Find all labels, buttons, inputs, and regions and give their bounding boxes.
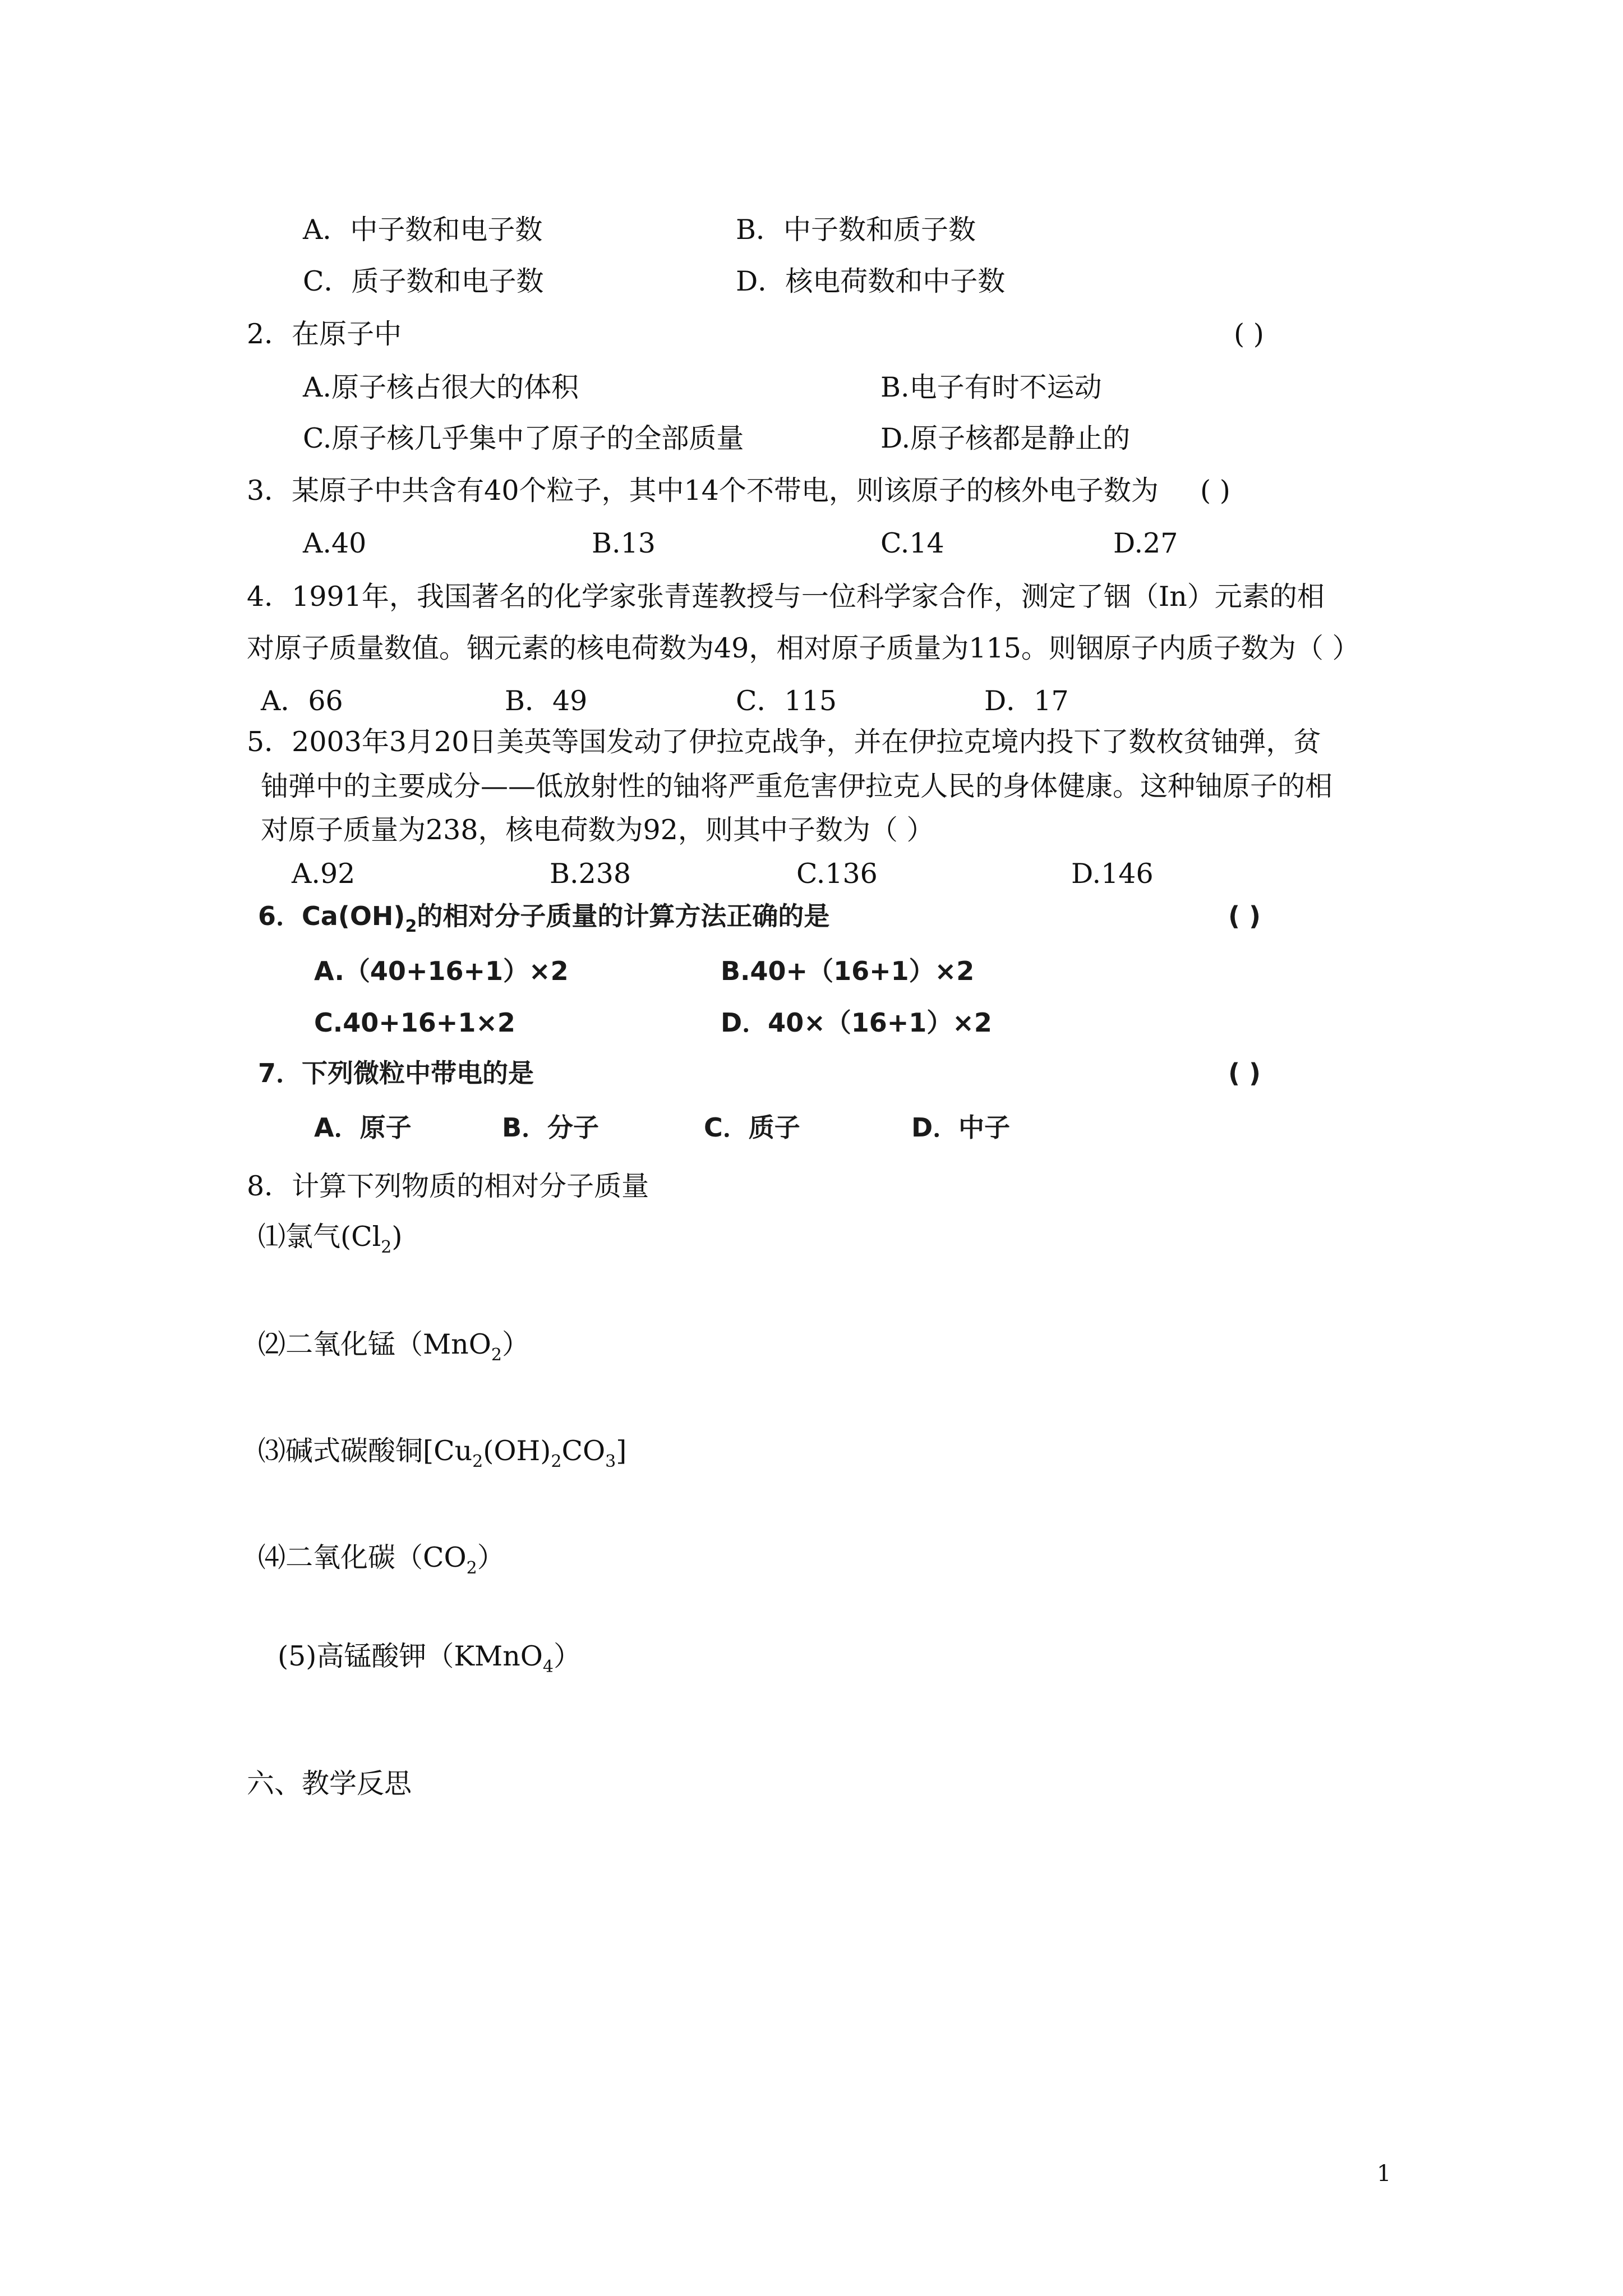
q5-stem-line-3: 对原子质量为238，核电荷数为92，则其中子数为（ ）	[261, 814, 934, 846]
q6-option-a: A.（40+16+1）×2	[314, 956, 569, 986]
q8-item-text: ⑴氯气(Cl	[258, 1221, 381, 1253]
q3-option-c: C.14	[880, 527, 944, 559]
q2-option-b: B.电子有时不运动	[880, 371, 1102, 403]
q4-option-c: C．115	[736, 685, 837, 717]
q7-option-d: D．中子	[911, 1112, 1011, 1143]
q1-option-a: A．中子数和电子数	[303, 214, 543, 246]
q5-option-d: D.146	[1071, 858, 1154, 890]
q2-answer-bracket: ( )	[1234, 318, 1264, 350]
subscript: 2	[381, 1237, 392, 1257]
page-number: 1	[1377, 2161, 1391, 2187]
q6-option-d: D．40×（16+1）×2	[721, 1007, 992, 1038]
subscript: 4	[542, 1657, 554, 1677]
q6-stem: 6．$Ca(OH)_2$的相对分子质量的计算方法正确的是	[258, 901, 830, 936]
q5-stem-line-1: 5．2003年3月20日美英等国发动了伊拉克战争，并在伊拉克境内投下了数枚贫铀弹，贫	[247, 726, 1321, 758]
q7-answer-bracket: ( )	[1228, 1058, 1261, 1088]
q6-answer-bracket: ( )	[1228, 901, 1261, 931]
subscript: 3	[605, 1452, 616, 1471]
q3-option-b: B.13	[592, 527, 656, 559]
q8-item-text: )	[391, 1221, 403, 1253]
q8-item-text: ]	[616, 1435, 627, 1467]
q4-option-d: D．17	[984, 685, 1069, 717]
q8-item-text: ）	[502, 1328, 530, 1360]
q5-option-b: B.238	[550, 858, 631, 890]
q6-option-c: C.40+16+1×2	[314, 1007, 515, 1038]
q8-item-text: (OH)	[483, 1435, 551, 1467]
q8-item-text: CO	[561, 1435, 606, 1467]
q8-item-text: (5)高锰酸钾（KMnO	[278, 1640, 543, 1672]
q1-option-c: C．质子数和电子数	[303, 265, 544, 297]
section-title: 六、教学反思	[247, 1768, 412, 1800]
q1-option-d: D．核电荷数和中子数	[736, 265, 1006, 297]
q3-option-a: A.40	[303, 527, 367, 559]
q7-option-a: A．原子	[314, 1112, 412, 1143]
q5-option-c: C.136	[796, 858, 878, 890]
q5-stem-line-2: 铀弹中的主要成分——低放射性的铀将严重危害伊拉克人民的身体健康。这种铀原子的相	[261, 770, 1333, 802]
subscript: 2	[472, 1452, 483, 1471]
q3-option-d: D.27	[1113, 527, 1178, 559]
q3-stem: 3．某原子中共含有40个粒子，其中14个不带电，则该原子的核外电子数为	[247, 475, 1159, 507]
q8-item	[258, 1542, 505, 1578]
q8-item	[258, 1328, 530, 1365]
q8-item-text: ⑷二氧化碳（CO	[258, 1542, 467, 1573]
q4-stem-line-2: 对原子质量数值。铟元素的核电荷数为49，相对原子质量为115。则铟原子内质子数为（ ）	[247, 632, 1360, 664]
q4-option-a: A．66	[261, 685, 343, 717]
q2-option-c: C.原子核几乎集中了原子的全部质量	[303, 422, 744, 454]
q8-item	[258, 1435, 627, 1471]
q8-item	[278, 1640, 582, 1677]
q3-answer-bracket: ( )	[1200, 475, 1230, 507]
q8-stem: 8．计算下列物质的相对分子质量	[247, 1170, 649, 1202]
q2-option-d: D.原子核都是静止的	[880, 422, 1131, 454]
q7-stem: 7．下列微粒中带电的是	[258, 1058, 534, 1088]
q4-stem-line-1: 4．1991年，我国著名的化学家张青莲教授与一位科学家合作，测定了铟（In）元素的相	[247, 581, 1325, 613]
q4-option-b: B．49	[505, 685, 588, 717]
q8-item-text: ⑵二氧化锰（MnO	[258, 1328, 491, 1360]
q5-option-a: A.92	[292, 858, 356, 890]
q7-option-b: B．分子	[502, 1112, 600, 1143]
q1-option-b: B．中子数和质子数	[736, 214, 976, 246]
q2-stem: 2．在原子中	[247, 318, 402, 350]
q7-option-c: C．质子	[704, 1112, 800, 1143]
q8-item-text: ⑶碱式碳酸铜[Cu	[258, 1435, 473, 1467]
subscript: 2	[466, 1558, 477, 1578]
subscript: 2	[551, 1452, 562, 1471]
q8-item-text: ）	[554, 1640, 582, 1672]
q6-option-b: B.40+（16+1）×2	[721, 956, 975, 986]
q2-option-a: A.原子核占很大的体积	[303, 371, 579, 403]
q8-item-text: ）	[477, 1542, 505, 1573]
subscript: 2	[491, 1345, 502, 1365]
q8-item	[258, 1221, 403, 1257]
